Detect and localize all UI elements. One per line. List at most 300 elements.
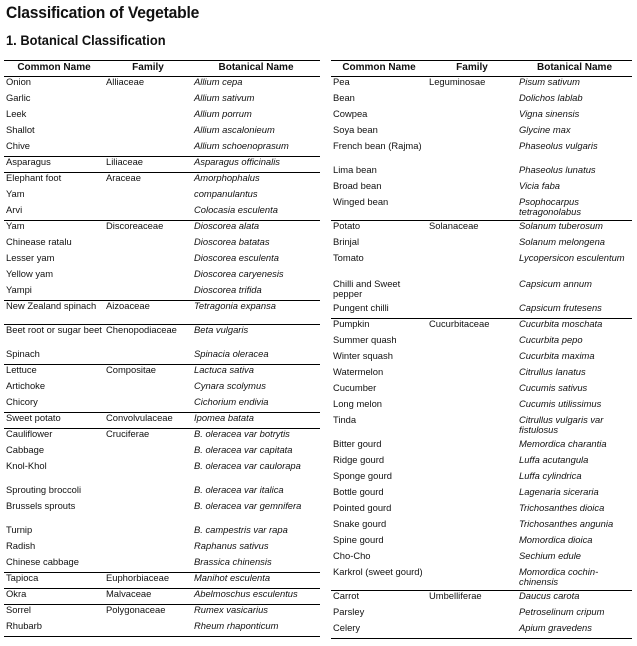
table-row bbox=[4, 525, 320, 541]
botanical-name-cell-text: Rumex vasicarius bbox=[194, 604, 268, 615]
common-name-cell-text: Broad bean bbox=[333, 180, 382, 191]
table-row bbox=[331, 197, 632, 221]
family-cell bbox=[104, 77, 192, 93]
botanical-name-cell bbox=[517, 503, 632, 519]
botanical-name-cell-text: Rheum rhaponticum bbox=[194, 620, 279, 631]
common-name-cell-text: Bottle gourd bbox=[333, 486, 384, 497]
common-name-cell bbox=[331, 551, 427, 567]
common-name-cell bbox=[331, 279, 427, 303]
family-cell bbox=[104, 221, 192, 237]
family-cell bbox=[104, 125, 192, 141]
common-name-cell bbox=[4, 173, 104, 189]
table-row bbox=[331, 567, 632, 591]
botanical-name-cell bbox=[192, 541, 320, 557]
botanical-name-cell-text: Lagenaria siceraria bbox=[519, 486, 599, 497]
common-name-cell bbox=[4, 109, 104, 125]
family-cell bbox=[104, 589, 192, 605]
family-cell bbox=[427, 503, 517, 519]
table-row bbox=[4, 301, 320, 325]
table-row bbox=[331, 335, 632, 351]
common-name-cell-text: Yam bbox=[6, 220, 25, 231]
table-row bbox=[4, 349, 320, 365]
common-name-cell-text: Lettuce bbox=[6, 364, 37, 375]
botanical-name-cell-text: Solanum melongena bbox=[519, 236, 605, 247]
table-row bbox=[331, 125, 632, 141]
common-name-cell bbox=[331, 181, 427, 197]
table-header-row bbox=[4, 61, 320, 77]
page-title: Classification of Vegetable bbox=[6, 3, 200, 22]
common-name-cell bbox=[331, 503, 427, 519]
botanical-name-cell bbox=[192, 501, 320, 525]
common-name-cell bbox=[4, 205, 104, 221]
common-name-cell bbox=[331, 93, 427, 109]
common-name-cell-text: Pea bbox=[333, 76, 350, 87]
header-family: Family bbox=[104, 61, 192, 77]
table-row bbox=[331, 383, 632, 399]
table-row bbox=[4, 445, 320, 461]
common-name-cell-text: Brinjal bbox=[333, 236, 360, 247]
family-cell-text: Alliaceae bbox=[106, 76, 145, 87]
common-name-cell-text: Sorrel bbox=[6, 604, 32, 615]
family-cell bbox=[104, 349, 192, 365]
common-name-cell bbox=[4, 365, 104, 381]
family-cell bbox=[104, 253, 192, 269]
common-name-cell-text: Watermelon bbox=[333, 366, 384, 377]
common-name-cell bbox=[4, 461, 104, 485]
common-name-cell bbox=[4, 557, 104, 573]
family-cell bbox=[104, 285, 192, 301]
family-cell bbox=[427, 591, 517, 607]
botanical-name-cell-text: Momordica cochin-chinensis bbox=[519, 566, 599, 587]
common-name-cell bbox=[331, 383, 427, 399]
botanical-name-cell-text: Dolichos lablab bbox=[519, 92, 583, 103]
common-name-cell-text: Yellow yam bbox=[6, 268, 54, 279]
common-name-cell bbox=[331, 455, 427, 471]
botanical-name-cell bbox=[517, 623, 632, 639]
family-cell bbox=[104, 205, 192, 221]
common-name-cell-text: Chilli and Sweet pepper bbox=[333, 278, 401, 299]
common-name-cell bbox=[331, 367, 427, 383]
common-name-cell-text: Yam bbox=[6, 188, 25, 199]
common-name-cell-text: Chicory bbox=[6, 396, 38, 407]
common-name-cell bbox=[4, 573, 104, 589]
family-cell bbox=[104, 573, 192, 589]
family-cell bbox=[427, 93, 517, 109]
family-cell bbox=[427, 237, 517, 253]
family-cell bbox=[427, 535, 517, 551]
common-name-cell bbox=[4, 541, 104, 557]
table-row bbox=[331, 415, 632, 439]
botanical-name-cell bbox=[517, 551, 632, 567]
family-cell bbox=[104, 397, 192, 413]
common-name-cell bbox=[4, 93, 104, 109]
table-row bbox=[4, 205, 320, 221]
family-cell-text: Umbelliferae bbox=[429, 590, 482, 601]
table-row bbox=[331, 303, 632, 319]
botanical-name-cell-text: Lycopersicon esculentum bbox=[519, 252, 625, 263]
botanical-name-cell bbox=[517, 125, 632, 141]
family-cell bbox=[427, 439, 517, 455]
common-name-cell bbox=[4, 429, 104, 445]
family-cell bbox=[427, 519, 517, 535]
common-name-cell-text: Arvi bbox=[6, 204, 23, 215]
common-name-cell bbox=[331, 221, 427, 237]
table-row bbox=[4, 325, 320, 349]
botanical-name-cell bbox=[192, 237, 320, 253]
common-name-cell-text: Bitter gourd bbox=[333, 438, 382, 449]
header-family: Family bbox=[427, 61, 517, 77]
botanical-name-cell bbox=[517, 237, 632, 253]
table-row bbox=[4, 109, 320, 125]
family-cell bbox=[427, 399, 517, 415]
family-cell-text: Solanaceae bbox=[429, 220, 479, 231]
botanical-name-cell-text: Ipomea batata bbox=[194, 412, 254, 423]
botanical-name-cell bbox=[517, 77, 632, 93]
botanical-name-cell bbox=[517, 471, 632, 487]
botanical-name-cell bbox=[192, 621, 320, 637]
family-cell bbox=[104, 541, 192, 557]
common-name-cell-text: Turnip bbox=[6, 524, 33, 535]
botanical-name-cell-text: Dioscorea batatas bbox=[194, 236, 270, 247]
family-cell bbox=[104, 109, 192, 125]
botanical-name-cell bbox=[517, 351, 632, 367]
botanical-name-cell-text: Dioscorea alata bbox=[194, 220, 260, 231]
common-name-cell-text: Winter squash bbox=[333, 350, 393, 361]
botanical-name-cell bbox=[517, 487, 632, 503]
common-name-cell-text: Asparagus bbox=[6, 156, 51, 167]
common-name-cell bbox=[331, 567, 427, 591]
family-cell bbox=[427, 253, 517, 279]
family-cell bbox=[104, 365, 192, 381]
botanical-name-cell-text: Daucus carota bbox=[519, 590, 580, 601]
botanical-name-cell bbox=[517, 439, 632, 455]
family-cell bbox=[427, 567, 517, 591]
family-cell bbox=[104, 189, 192, 205]
botanical-name-cell bbox=[517, 591, 632, 607]
family-cell bbox=[104, 525, 192, 541]
family-cell bbox=[427, 455, 517, 471]
botanical-name-cell-text: Capsicum annum bbox=[519, 278, 592, 289]
common-name-cell-text: Pumpkin bbox=[333, 318, 370, 329]
botanical-name-cell bbox=[517, 253, 632, 279]
table-row bbox=[331, 551, 632, 567]
common-name-cell-text: Leek bbox=[6, 108, 27, 119]
botanical-name-cell bbox=[192, 189, 320, 205]
common-name-cell bbox=[331, 197, 427, 221]
table-row bbox=[331, 607, 632, 623]
family-cell-text: Convolvulaceae bbox=[106, 412, 173, 423]
common-name-cell bbox=[4, 237, 104, 253]
header-common-name: Common Name bbox=[331, 61, 427, 77]
common-name-cell-text: Sweet potato bbox=[6, 412, 61, 423]
family-cell bbox=[104, 325, 192, 349]
common-name-cell-text: Celery bbox=[333, 622, 361, 633]
common-name-cell bbox=[331, 303, 427, 319]
table-row bbox=[331, 279, 632, 303]
table-row bbox=[4, 413, 320, 429]
botanical-name-cell-text: Asparagus officinalis bbox=[194, 156, 280, 167]
botanical-name-cell-text: Brassica chinensis bbox=[194, 556, 272, 567]
common-name-cell bbox=[331, 415, 427, 439]
common-name-cell bbox=[4, 221, 104, 237]
botanical-name-cell-text: Allium ascalonieum bbox=[194, 124, 275, 135]
common-name-cell-text: Chinease ratalu bbox=[6, 236, 72, 247]
family-cell-text: Euphorbiaceae bbox=[106, 572, 170, 583]
common-name-cell-text: Ridge gourd bbox=[333, 454, 385, 465]
common-name-cell bbox=[4, 501, 104, 525]
common-name-cell-text: Sprouting broccoli bbox=[6, 484, 82, 495]
botanical-name-cell-text: Dioscorea caryenesis bbox=[194, 268, 284, 279]
family-cell bbox=[104, 381, 192, 397]
botanical-name-cell bbox=[192, 445, 320, 461]
table-row bbox=[4, 141, 320, 157]
family-cell bbox=[427, 125, 517, 141]
botanical-name-cell-text: Colocasia esculenta bbox=[194, 204, 278, 215]
common-name-cell-text: Tapioca bbox=[6, 572, 39, 583]
table-row bbox=[4, 125, 320, 141]
botanical-name-cell-text: Luffa cylindrica bbox=[519, 470, 582, 481]
botanical-name-cell bbox=[517, 519, 632, 535]
family-cell bbox=[104, 237, 192, 253]
classification-table-right bbox=[331, 60, 632, 639]
family-cell bbox=[427, 487, 517, 503]
table-row bbox=[331, 253, 632, 279]
common-name-cell bbox=[331, 141, 427, 165]
table-row bbox=[4, 269, 320, 285]
botanical-name-cell-text: Manihot esculenta bbox=[194, 572, 271, 583]
common-name-cell-text: Winged bean bbox=[333, 196, 389, 207]
common-name-cell-text: Brussels sprouts bbox=[6, 500, 76, 511]
table-row bbox=[4, 501, 320, 525]
common-name-cell-text: Rhubarb bbox=[6, 620, 42, 631]
common-name-cell-text: Potato bbox=[333, 220, 361, 231]
common-name-cell bbox=[331, 487, 427, 503]
botanical-name-cell bbox=[192, 221, 320, 237]
family-cell bbox=[427, 181, 517, 197]
common-name-cell bbox=[4, 269, 104, 285]
botanical-name-cell-text: Trichosanthes dioica bbox=[519, 502, 605, 513]
botanical-name-cell-text: Cucurbita moschata bbox=[519, 318, 603, 329]
botanical-name-cell bbox=[192, 365, 320, 381]
botanical-name-cell bbox=[517, 93, 632, 109]
common-name-cell bbox=[4, 301, 104, 325]
table-row bbox=[4, 589, 320, 605]
common-name-cell-text: Onion bbox=[6, 76, 32, 87]
family-cell bbox=[427, 303, 517, 319]
common-name-cell-text: Radish bbox=[6, 540, 36, 551]
common-name-cell-text: Garlic bbox=[6, 92, 31, 103]
botanical-name-cell bbox=[192, 77, 320, 93]
botanical-name-cell-text: Vigna sinensis bbox=[519, 108, 580, 119]
botanical-name-cell-text: B. oleracea var capitata bbox=[194, 444, 293, 455]
header-botanical-name: Botanical Name bbox=[192, 61, 320, 77]
common-name-cell bbox=[4, 157, 104, 173]
botanical-name-cell bbox=[192, 429, 320, 445]
botanical-name-cell bbox=[192, 205, 320, 221]
family-cell bbox=[427, 279, 517, 303]
botanical-name-cell-text: Pisum sativum bbox=[519, 76, 580, 87]
table-row bbox=[4, 77, 320, 93]
common-name-cell-text: Spinach bbox=[6, 348, 40, 359]
family-cell-text: Aizoaceae bbox=[106, 300, 150, 311]
common-name-cell-text: New Zealand spinach bbox=[6, 300, 97, 311]
botanical-name-cell bbox=[192, 557, 320, 573]
botanical-name-cell bbox=[517, 221, 632, 237]
table-row bbox=[331, 237, 632, 253]
botanical-name-cell-text: Trichosanthes angunia bbox=[519, 518, 614, 529]
table-row bbox=[4, 381, 320, 397]
family-cell-text: Leguminosae bbox=[429, 76, 486, 87]
botanical-name-cell-text: Petroselinum cripum bbox=[519, 606, 605, 617]
common-name-cell-text: Yampi bbox=[6, 284, 32, 295]
table-row bbox=[4, 237, 320, 253]
botanical-name-cell bbox=[192, 157, 320, 173]
botanical-name-cell bbox=[517, 535, 632, 551]
header-common-name: Common Name bbox=[4, 61, 104, 77]
section-title: 1. Botanical Classification bbox=[6, 32, 166, 48]
botanical-name-cell bbox=[517, 303, 632, 319]
family-cell bbox=[427, 471, 517, 487]
botanical-name-cell bbox=[192, 381, 320, 397]
botanical-name-cell bbox=[192, 397, 320, 413]
common-name-cell-text: Shallot bbox=[6, 124, 35, 135]
table-row bbox=[331, 455, 632, 471]
botanical-name-cell-text: Lactuca sativa bbox=[194, 364, 254, 375]
family-cell bbox=[427, 221, 517, 237]
table-row bbox=[331, 165, 632, 181]
botanical-name-cell-text: Dioscorea trifida bbox=[194, 284, 262, 295]
family-cell bbox=[104, 445, 192, 461]
common-name-cell bbox=[4, 525, 104, 541]
common-name-cell-text: Cho-Cho bbox=[333, 550, 371, 561]
botanical-name-cell-text: Apium gravedens bbox=[519, 622, 592, 633]
botanical-name-cell bbox=[192, 485, 320, 501]
botanical-name-cell-text: Memordica charantia bbox=[519, 438, 607, 449]
botanical-name-cell bbox=[192, 525, 320, 541]
botanical-name-cell bbox=[192, 349, 320, 365]
botanical-name-cell-text: B. oleracea var italica bbox=[194, 484, 284, 495]
common-name-cell-text: Pungent chilli bbox=[333, 302, 389, 313]
common-name-cell bbox=[4, 285, 104, 301]
common-name-cell bbox=[4, 349, 104, 365]
family-cell-text: Chenopodiaceae bbox=[106, 324, 177, 335]
family-cell-text: Cruciferae bbox=[106, 428, 150, 439]
family-cell-text: Malvaceae bbox=[106, 588, 152, 599]
botanical-name-cell-text: Psophocarpus tetragonolabus bbox=[519, 196, 582, 217]
botanical-name-cell bbox=[192, 301, 320, 325]
botanical-name-cell bbox=[192, 125, 320, 141]
family-cell bbox=[427, 351, 517, 367]
family-cell bbox=[427, 607, 517, 623]
botanical-name-cell-text: Spinacia oleracea bbox=[194, 348, 269, 359]
common-name-cell-text: Cabbage bbox=[6, 444, 45, 455]
botanical-name-cell-text: Cucumis sativus bbox=[519, 382, 588, 393]
common-name-cell-text: Summer quash bbox=[333, 334, 397, 345]
common-name-cell-text: Karkrol (sweet gourd) bbox=[333, 566, 423, 577]
botanical-name-cell-text: Abelmoschus esculentus bbox=[194, 588, 298, 599]
botanical-name-cell bbox=[517, 399, 632, 415]
common-name-cell bbox=[331, 335, 427, 351]
table-row bbox=[4, 253, 320, 269]
common-name-cell-text: Tinda bbox=[333, 414, 357, 425]
family-cell bbox=[104, 429, 192, 445]
common-name-cell bbox=[331, 253, 427, 279]
family-cell-text: Araceae bbox=[106, 172, 141, 183]
botanical-name-cell-text: companulantus bbox=[194, 188, 258, 199]
family-cell bbox=[427, 415, 517, 439]
table-row bbox=[4, 221, 320, 237]
botanical-name-cell-text: Solanum tuberosum bbox=[519, 220, 603, 231]
botanical-name-cell-text: Phaseolus vulgaris bbox=[519, 140, 598, 151]
common-name-cell-text: Snake gourd bbox=[333, 518, 387, 529]
common-name-cell bbox=[4, 445, 104, 461]
botanical-name-cell bbox=[517, 383, 632, 399]
family-cell bbox=[427, 165, 517, 181]
botanical-name-cell bbox=[517, 181, 632, 197]
common-name-cell-text: Parsley bbox=[333, 606, 365, 617]
common-name-cell-text: Artichoke bbox=[6, 380, 46, 391]
family-cell-text: Liliaceae bbox=[106, 156, 144, 167]
botanical-name-cell-text: Amorphophalus bbox=[194, 172, 260, 183]
table-row bbox=[4, 573, 320, 589]
family-cell bbox=[104, 605, 192, 621]
common-name-cell bbox=[4, 141, 104, 157]
botanical-name-cell-text: B. oleracea var caulorapa bbox=[194, 460, 301, 471]
botanical-name-cell-text: Cucurbita maxima bbox=[519, 350, 595, 361]
common-name-cell-text: Cauliflower bbox=[6, 428, 53, 439]
common-name-cell-text: Knol-Khol bbox=[6, 460, 47, 471]
common-name-cell bbox=[331, 351, 427, 367]
common-name-cell bbox=[331, 591, 427, 607]
table-row bbox=[4, 157, 320, 173]
table-row bbox=[331, 471, 632, 487]
family-cell-text: Compositae bbox=[106, 364, 157, 375]
common-name-cell bbox=[4, 125, 104, 141]
family-cell bbox=[427, 197, 517, 221]
table-row bbox=[4, 429, 320, 445]
table-header-row bbox=[331, 61, 632, 77]
table-row bbox=[4, 461, 320, 485]
table-row bbox=[331, 439, 632, 455]
botanical-name-cell-text: Luffa acutangula bbox=[519, 454, 589, 465]
family-cell bbox=[427, 623, 517, 639]
common-name-cell bbox=[331, 109, 427, 125]
botanical-name-cell bbox=[517, 335, 632, 351]
botanical-name-cell-text: Allium cepa bbox=[194, 76, 243, 87]
botanical-name-cell bbox=[192, 109, 320, 125]
table-row bbox=[331, 77, 632, 93]
family-cell bbox=[104, 269, 192, 285]
botanical-name-cell-text: B. oleracea var botrytis bbox=[194, 428, 290, 439]
table-row bbox=[4, 621, 320, 637]
botanical-name-cell-text: Allium schoenoprasum bbox=[194, 140, 289, 151]
botanical-name-cell bbox=[517, 455, 632, 471]
common-name-cell-text: Carrot bbox=[333, 590, 360, 601]
family-cell bbox=[427, 109, 517, 125]
table-row bbox=[331, 93, 632, 109]
common-name-cell bbox=[4, 253, 104, 269]
botanical-name-cell-text: Cucumis utilissimus bbox=[519, 398, 602, 409]
family-cell bbox=[104, 461, 192, 485]
botanical-name-cell-text: B. oleracea var gemnifera bbox=[194, 500, 302, 511]
botanical-name-cell bbox=[192, 413, 320, 429]
common-name-cell-text: Lesser yam bbox=[6, 252, 55, 263]
botanical-name-cell-text: Citrullus vulgaris var fistulosus bbox=[519, 414, 604, 435]
common-name-cell bbox=[331, 165, 427, 181]
botanical-name-cell-text: Vicia faba bbox=[519, 180, 561, 191]
botanical-name-cell bbox=[517, 165, 632, 181]
botanical-name-cell bbox=[517, 141, 632, 165]
